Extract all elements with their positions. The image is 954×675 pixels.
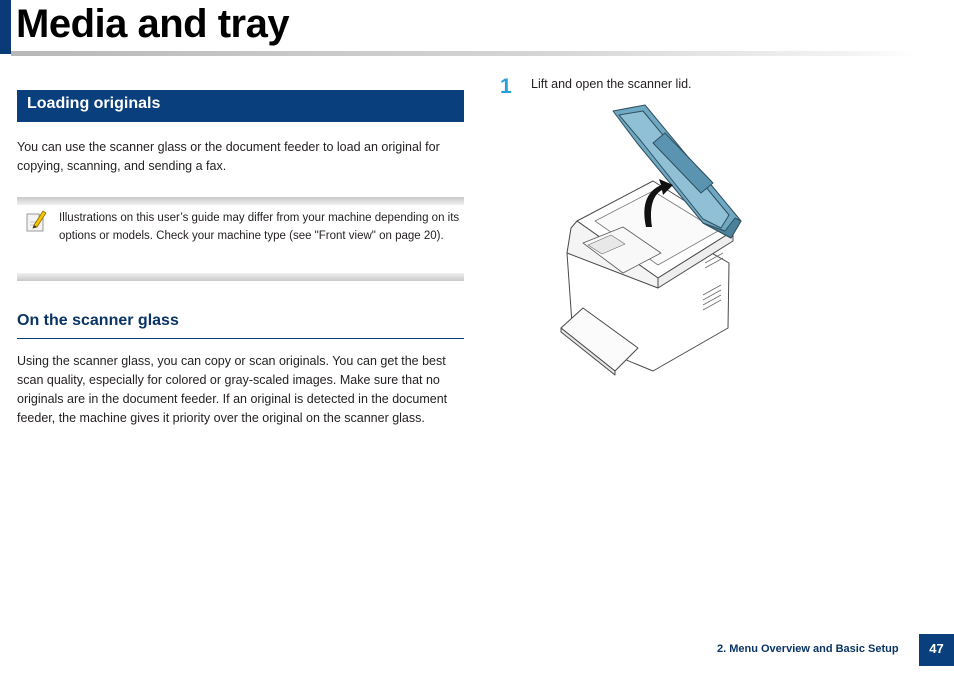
header-accent-bar xyxy=(0,0,11,54)
note-top-border xyxy=(17,197,464,205)
step-text: Lift and open the scanner lid. xyxy=(531,77,692,91)
pencil-note-icon xyxy=(25,209,47,233)
title-divider xyxy=(11,51,916,56)
step-number: 1 xyxy=(500,75,512,98)
page-title: Media and tray xyxy=(16,2,290,46)
section-header xyxy=(17,90,464,122)
note-box xyxy=(17,197,464,281)
printer-open-lid-illustration xyxy=(553,103,748,378)
intro-paragraph: You can use the scanner glass or the document feeder to load an original for copying, scanning, and sending a fax. xyxy=(17,140,440,173)
subsection-divider xyxy=(17,338,464,339)
note-text: Illustrations on this user’s guide may differ from your machine depending on its options or models. Check your machine type (see "Front view" on page 20). xyxy=(59,212,460,242)
subsection-paragraph: Using the scanner glass, you can copy or scan originals. You can get the best scan quality, especially for colored or gray-scaled images. Make sure that no originals are in the document feeder. If an original is detected in the document feeder, the machine gives it priority over the original on the scanner glass. xyxy=(17,354,448,425)
section-title: Loading originals xyxy=(27,95,161,112)
page-number: 47 xyxy=(919,634,954,666)
subsection-title: On the scanner glass xyxy=(17,312,179,329)
note-bottom-border xyxy=(17,273,464,281)
footer-chapter: 2. Menu Overview and Basic Setup xyxy=(717,643,899,655)
